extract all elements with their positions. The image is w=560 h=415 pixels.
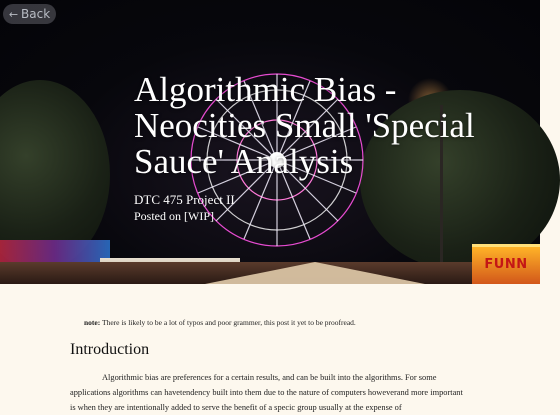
posted-date: Posted on [WIP] [134,209,214,223]
page-subtitle: DTC 475 Project II [134,192,235,207]
note-label: note: [84,318,101,327]
note-text: There is likely to be a lot of typos and poor grammer, this post it yet to be proofread. [100,318,356,327]
carnival-booth-right [472,244,540,284]
section-heading-introduction: Introduction [70,341,150,358]
arrow-left-icon: ← [8,7,19,21]
hero-text-block [134,72,534,223]
page-title: Algorithmic Bias - Neocities Small 'Special Sauce' Analysis [134,70,475,181]
article-body [0,284,540,412]
intro-paragraph: Algorithmic bias are preferences for a certain results, and can be built into the algorithms. For some applications algorithms can havetendency built into them due to the nature of computers howeverand more important is when they are intentionally added to serve the benefit of a specic group usually at the expense of [70,373,463,412]
proofread-note [84,318,356,327]
back-button[interactable] [3,4,56,24]
booth-sign-text: FUNN [484,257,528,272]
back-label: Back [21,7,51,21]
